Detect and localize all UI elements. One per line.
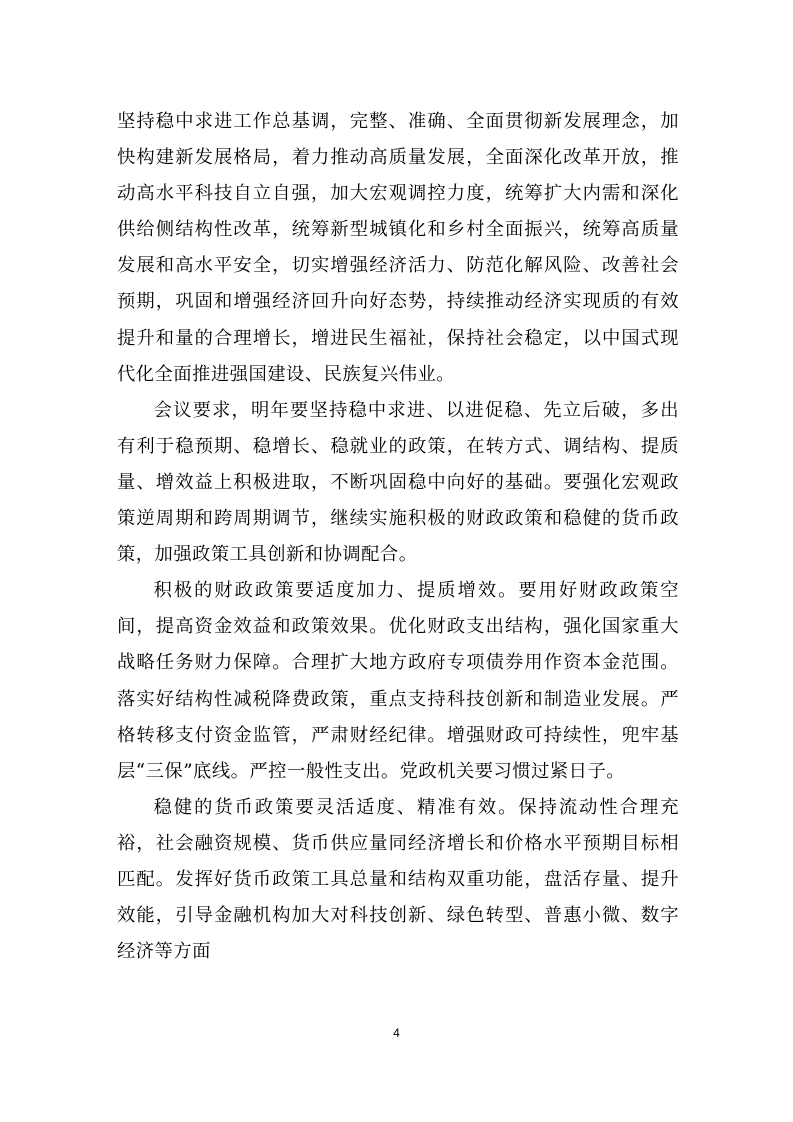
body-text [117, 104, 679, 970]
paragraph-1: 坚持稳中求进工作总基调，完整、准确、全面贯彻新发展理念，加快构建新发展格局，着力推动高质量发展，全面深化改革开放，推动高水平科技自立自强，加大宏观调控力度，统筹扩大内需和深化供给侧结构性改革，统筹新型城镇化和乡村全面振兴，统筹高质量发展和高水平安全，切实增强经济活力、防范化解风险、改善社会预期，巩固和增强经济回升向好态势，持续推动经济实现质的有效提升和量的合理增长，增进民生福祉，保持社会稳定，以中国式现代化全面推进强国建设、民族复兴伟业。 [117, 111, 679, 385]
paragraph-4: 稳健的货币政策要灵活适度、精准有效。保持流动性合理充裕，社会融资规模、货币供应量同经济增长和价格水平预期目标相匹配。发挥好货币政策工具总量和结构双重功能，盘活存量、提升效能，引导金融机构加大对科技创新、绿色转型、普惠小微、数字经济等方面 [117, 796, 679, 963]
paragraph-3: 积极的财政政策要适度加力、提质增效。要用好财政政策空间，提高资金效益和政策效果。优化财政支出结构，强化国家重大战略任务财力保障。合理扩大地方政府专项债券用作资本金范围。落实好结构性减税降费政策，重点支持科技创新和制造业发展。严格转移支付资金监管，严肃财经纪律。增强财政可持续性，兜牢基层“三保”底线。严控一般性支出。党政机关要习惯过紧日子。 [117, 580, 679, 782]
paragraph-2: 会议要求，明年要坚持稳中求进、以进促稳、先立后破，多出有利于稳预期、稳增长、稳就业的政策，在转方式、调结构、提质量、增效益上积极进取，不断巩固稳中向好的基础。要强化宏观政策逆周期和跨周期调节，继续实施积极的财政政策和稳健的货币政策，加强政策工具创新和协调配合。 [117, 399, 679, 566]
page-number: 4 [393, 1026, 400, 1040]
